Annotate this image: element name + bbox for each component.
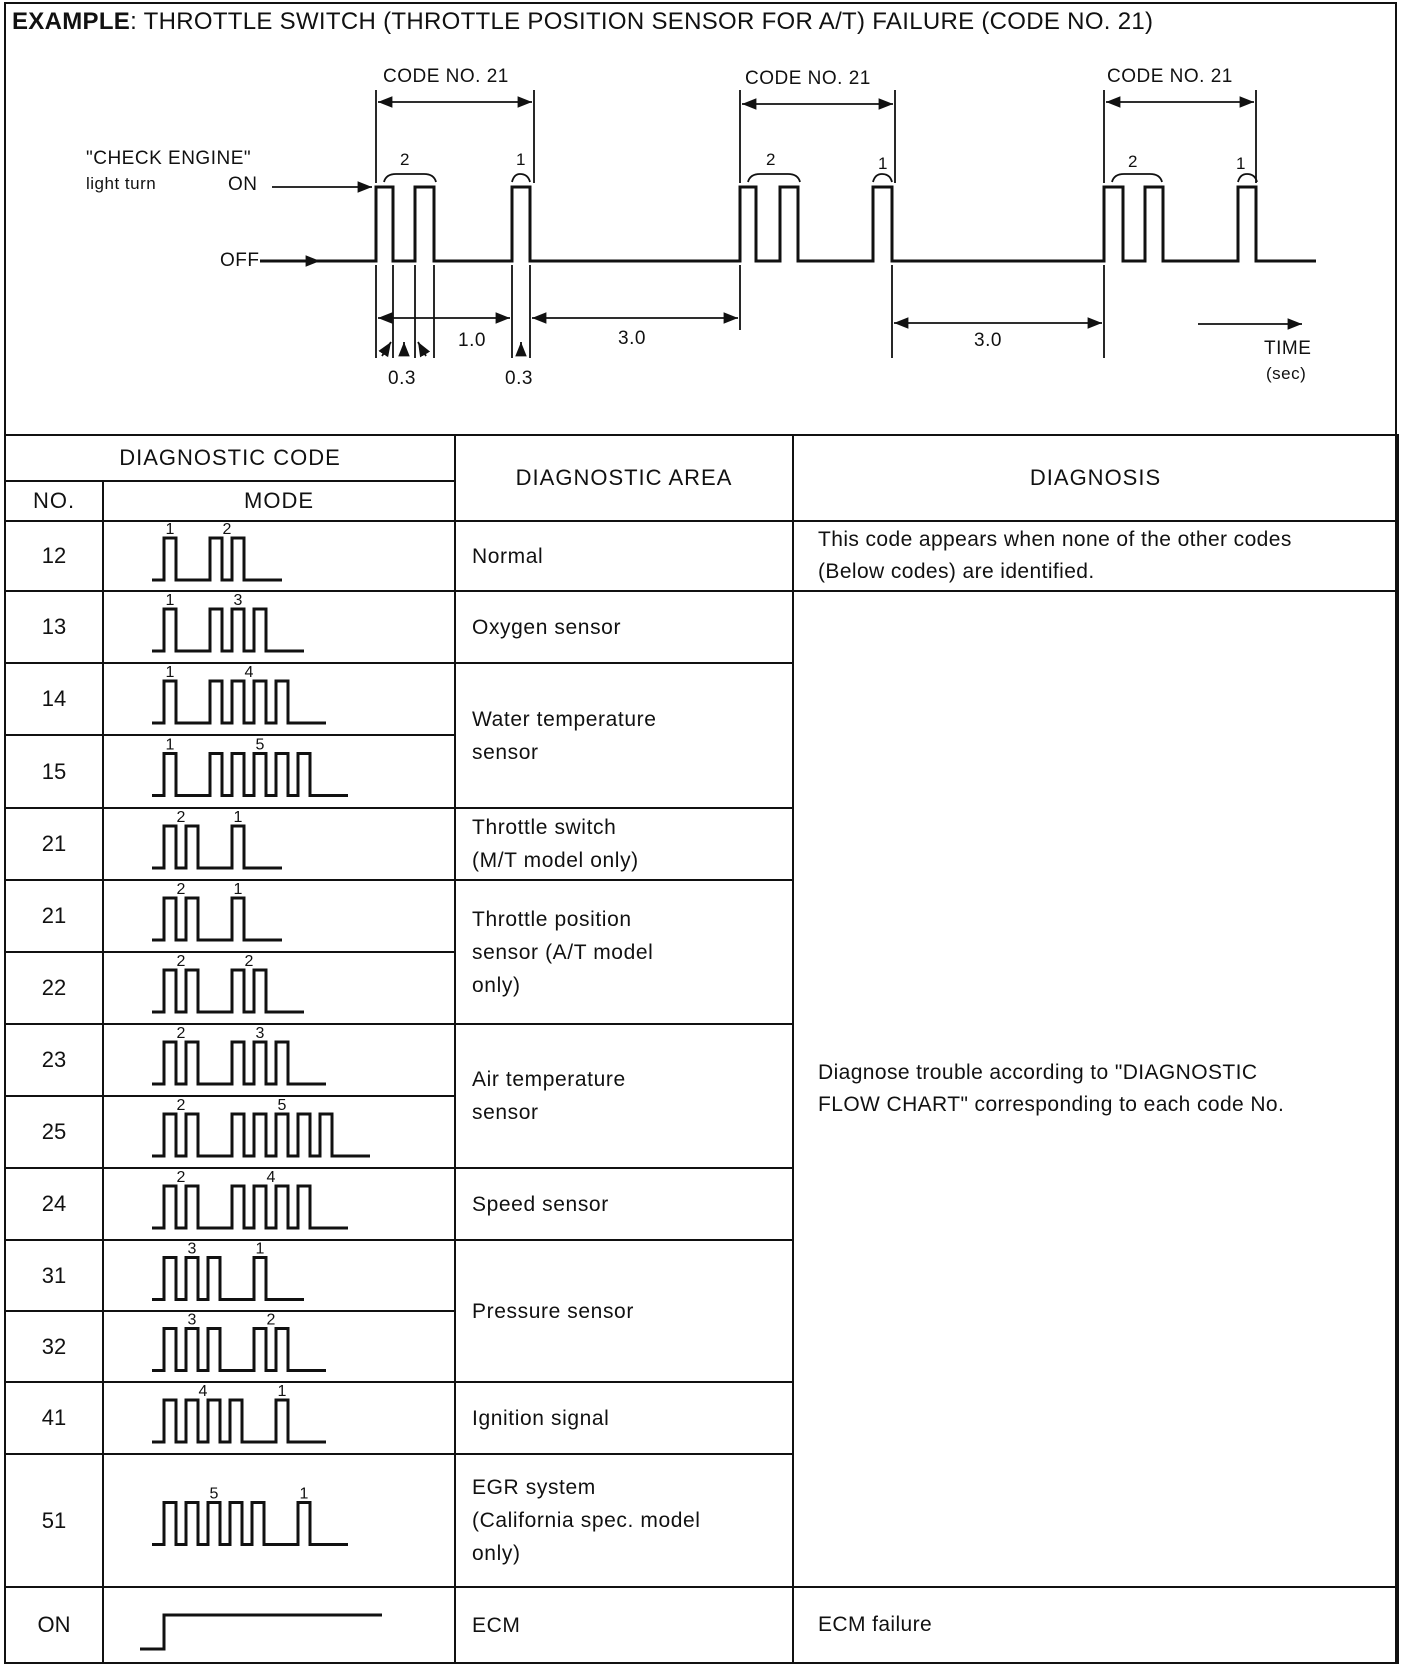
pulse-count-label: 5 xyxy=(255,737,265,754)
pulse-count-label: 3 xyxy=(233,593,243,609)
interval-long-label: 1.0 xyxy=(458,330,486,351)
pulse-count-label: 1 xyxy=(299,1485,309,1503)
timing-waveform xyxy=(260,187,1316,261)
example-title-bold: EXAMPLE xyxy=(12,8,131,35)
blink-code-waveform xyxy=(104,882,454,950)
code-number: 31 xyxy=(5,1240,103,1311)
blink-code-waveform xyxy=(104,1384,454,1452)
pulse-count-label: 2 xyxy=(400,150,410,169)
area-text: ECM xyxy=(472,1613,521,1637)
area-text: (M/T model only) xyxy=(472,849,639,872)
area-text: Pressure sensor xyxy=(472,1299,634,1323)
time-unit-label: (sec) xyxy=(1266,364,1307,383)
pulse-count-label: 5 xyxy=(277,1098,287,1114)
blink-code-waveform xyxy=(104,1098,454,1166)
table-row xyxy=(5,591,1398,663)
pulse-count-label: 1 xyxy=(1236,154,1246,173)
table-header-row xyxy=(5,435,1398,481)
pulse-count-label: 4 xyxy=(244,665,254,681)
diagnostic-area-speed-sensor xyxy=(455,1168,793,1240)
code-mode-waveform xyxy=(103,1382,455,1454)
diagnosis-flow-chart xyxy=(793,591,1398,1587)
waveform-line xyxy=(152,1503,348,1545)
area-text: only) xyxy=(472,1542,521,1565)
waveform-line xyxy=(152,1186,348,1228)
blink-code-waveform xyxy=(104,523,454,589)
pulse-count-label: 3 xyxy=(187,1313,197,1329)
code-mode-waveform xyxy=(103,1311,455,1382)
waveform-line xyxy=(152,1400,326,1442)
pulse-count-label: 1 xyxy=(255,1242,265,1258)
area-text: Speed sensor xyxy=(472,1192,609,1216)
waveform-line xyxy=(152,826,282,868)
pulse-count-label: 1 xyxy=(165,665,175,681)
code-mode-waveform xyxy=(103,1024,455,1096)
blink-code-waveform xyxy=(104,1242,454,1309)
code-number: 21 xyxy=(5,808,103,880)
pulse-count-label: 4 xyxy=(266,1170,276,1186)
area-text: EGR system xyxy=(472,1476,596,1499)
waveform-line xyxy=(152,898,282,940)
area-text: Normal xyxy=(472,544,544,568)
pulse-count-label: 2 xyxy=(176,1098,186,1114)
blink-code-waveform xyxy=(104,954,454,1022)
code-number: 51 xyxy=(5,1454,103,1587)
diagnostic-area-water-temperature xyxy=(455,663,793,808)
code-mode-waveform xyxy=(103,952,455,1024)
area-text: Ignition signal xyxy=(472,1406,610,1430)
pulse-count-label: 3 xyxy=(255,1026,265,1042)
interval-pause-label: 3.0 xyxy=(618,328,646,349)
diagnostic-area-oxygen xyxy=(455,591,793,663)
code-mode-waveform xyxy=(103,1096,455,1168)
code-number: 15 xyxy=(5,735,103,808)
code-number: ON xyxy=(5,1587,103,1663)
diagnosis-text: (Below codes) are identified. xyxy=(818,560,1095,583)
area-text: sensor (A/T model xyxy=(472,940,654,964)
diagnostic-area-throttle-switch xyxy=(455,808,793,880)
code-number: 32 xyxy=(5,1311,103,1382)
diagnostic-area-pressure-sensor xyxy=(455,1240,793,1382)
area-text: Air temperature xyxy=(472,1068,626,1091)
blink-code-waveform xyxy=(104,1026,454,1094)
code-mode-waveform xyxy=(103,1587,455,1663)
interval-pause-label: 3.0 xyxy=(974,330,1002,351)
waveform-line xyxy=(152,1329,326,1371)
blink-code-waveform xyxy=(104,1313,454,1380)
code-number: 12 xyxy=(5,521,103,591)
diagnostic-area-ignition xyxy=(455,1382,793,1454)
diagnostic-code-table xyxy=(4,434,1399,1664)
interval-pulse-label: 0.3 xyxy=(505,368,533,389)
code-number: 24 xyxy=(5,1168,103,1240)
diagnosis-text: Diagnose trouble according to "DIAGNOSTIC xyxy=(818,1061,1258,1084)
check-engine-label: "CHECK ENGINE" xyxy=(86,148,252,169)
waveform-line xyxy=(152,538,282,580)
code-mode-waveform xyxy=(103,591,455,663)
area-text: sensor xyxy=(472,740,539,764)
code-mode-waveform xyxy=(103,1168,455,1240)
code-number: 41 xyxy=(5,1382,103,1454)
pulse-count-label: 1 xyxy=(878,154,888,173)
pulse-count-label: 2 xyxy=(176,1170,186,1186)
code-number: 21 xyxy=(5,880,103,952)
code-mode-waveform xyxy=(103,880,455,952)
code-mode-waveform xyxy=(103,1454,455,1587)
code-number: 25 xyxy=(5,1096,103,1168)
diagnosis-text: This code appears when none of the other codes xyxy=(818,528,1292,551)
waveform-line xyxy=(152,681,326,723)
header-diagnostic-area: DIAGNOSTIC AREA xyxy=(455,435,793,521)
area-text: only) xyxy=(472,973,521,997)
header-diagnosis: DIAGNOSIS xyxy=(793,435,1398,521)
code-number: 14 xyxy=(5,663,103,735)
blink-code-waveform xyxy=(104,665,454,733)
diagnosis-normal xyxy=(793,521,1398,591)
area-text: sensor xyxy=(472,1101,539,1124)
waveform-line xyxy=(152,754,348,796)
light-turn-label: light turn xyxy=(86,174,157,193)
blink-code-waveform xyxy=(104,1456,454,1585)
pulse-count-label: 4 xyxy=(198,1384,208,1400)
off-label: OFF xyxy=(220,250,260,271)
header-no: NO. xyxy=(5,481,103,521)
header-mode: MODE xyxy=(103,481,455,521)
waveform-line xyxy=(152,1114,370,1156)
pulse-count-label: 3 xyxy=(187,1242,197,1258)
diagnosis-ecm xyxy=(793,1587,1398,1663)
code-label-1: CODE NO. 21 xyxy=(383,66,509,87)
example-title-text: : THROTTLE SWITCH (THROTTLE POSITION SENSOR FOR A/T) FAILURE (CODE NO. 21) xyxy=(130,8,1154,35)
waveform-line xyxy=(152,609,304,651)
pulse-count-label: 2 xyxy=(222,523,232,538)
diagnosis-text: FLOW CHART" corresponding to each code No. xyxy=(818,1093,1285,1116)
table-row xyxy=(5,521,1398,591)
table-row xyxy=(5,1587,1398,1663)
diagnostic-area-throttle-position xyxy=(455,880,793,1024)
diagnostic-area-egr-system xyxy=(455,1454,793,1587)
diagnostic-area-air-temperature xyxy=(455,1024,793,1168)
pulse-count-label: 1 xyxy=(165,593,175,609)
code-label-2: CODE NO. 21 xyxy=(745,68,871,89)
code-mode-waveform xyxy=(103,735,455,808)
pulse-count-label: 2 xyxy=(244,954,254,970)
time-label: TIME xyxy=(1264,338,1312,359)
blink-code-waveform xyxy=(104,810,454,878)
area-text: Throttle position xyxy=(472,907,632,931)
code-number: 22 xyxy=(5,952,103,1024)
code-mode-waveform xyxy=(103,521,455,591)
pulse-count-label: 5 xyxy=(209,1485,219,1503)
waveform-line xyxy=(152,1042,326,1084)
waveform-line xyxy=(152,1258,304,1300)
diagnostic-area-normal xyxy=(455,521,793,591)
pulse-count-label: 2 xyxy=(1128,152,1138,171)
pulse-count-label: 2 xyxy=(176,954,186,970)
code-number: 13 xyxy=(5,591,103,663)
waveform-line xyxy=(152,970,304,1012)
pulse-count-label: 2 xyxy=(176,882,186,898)
timing-diagram xyxy=(0,0,1408,430)
on-label: ON xyxy=(228,174,258,195)
area-text: Water temperature xyxy=(472,707,657,731)
area-text: Oxygen sensor xyxy=(472,615,622,639)
pulse-count-label: 1 xyxy=(233,882,243,898)
pulse-count-label: 1 xyxy=(165,737,175,754)
code-mode-waveform xyxy=(103,1240,455,1311)
code-mode-waveform xyxy=(103,808,455,880)
blink-code-waveform xyxy=(104,593,454,661)
area-text: Throttle switch xyxy=(472,816,617,839)
blink-code-waveform xyxy=(104,1589,454,1661)
pulse-count-label: 1 xyxy=(516,150,526,169)
diagnostic-area-ecm xyxy=(455,1587,793,1663)
pulse-count-label: 2 xyxy=(766,150,776,169)
pulse-count-label: 1 xyxy=(277,1384,287,1400)
waveform-line xyxy=(140,1615,382,1649)
pulse-count-label: 1 xyxy=(233,810,243,826)
code-number: 23 xyxy=(5,1024,103,1096)
code-mode-waveform xyxy=(103,663,455,735)
blink-code-waveform xyxy=(104,737,454,806)
pulse-count-label: 2 xyxy=(176,1026,186,1042)
interval-pulse-label: 0.3 xyxy=(388,368,416,389)
pulse-count-label: 1 xyxy=(165,523,175,538)
area-text: (California spec. model xyxy=(472,1509,701,1532)
header-diagnostic-code: DIAGNOSTIC CODE xyxy=(5,435,455,481)
pulse-count-label: 2 xyxy=(266,1313,276,1329)
diagnosis-text: ECM failure xyxy=(818,1613,933,1636)
code-label-3: CODE NO. 21 xyxy=(1107,66,1233,87)
pulse-count-label: 2 xyxy=(176,810,186,826)
blink-code-waveform xyxy=(104,1170,454,1238)
